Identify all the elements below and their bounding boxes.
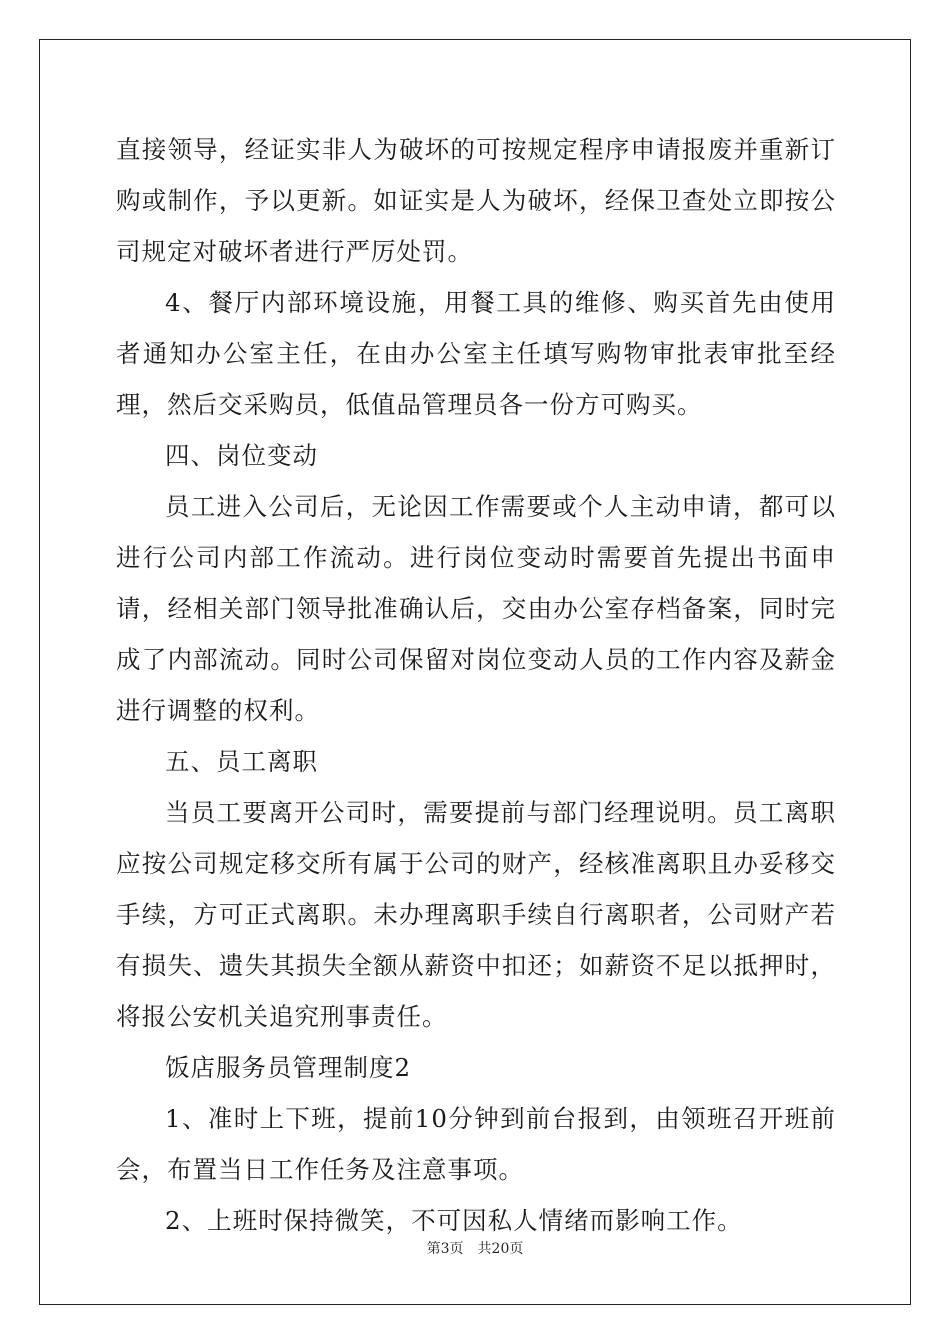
page-total: 共20页 bbox=[477, 1241, 524, 1257]
paragraph-6: 2、上班时保持微笑，不可因私人情绪而影响工作。 bbox=[165, 1206, 743, 1235]
page-footer bbox=[0, 1238, 950, 1258]
paragraph-3: 员工进入公司后，无论因工作需要或个人主动申请，都可以进行公司内部工作流动。进行岗位变动时需要首先提出书面申请，经相关部门领导批准确认后，交由办公室存档备案，同时完成了内部流动。同时公司保留对岗位变动人员的工作内容及薪金进行调整的权利。 bbox=[116, 492, 836, 725]
paragraph-1: 直接领导，经证实非人为破坏的可按规定程序申请报废并重新订购或制作，予以更新。如证实是人为破坏，经保卫查处立即按公司规定对破坏者进行严厉处罚。 bbox=[116, 135, 836, 266]
section-heading-4: 四、岗位变动 bbox=[165, 441, 318, 470]
document-body bbox=[116, 124, 836, 1246]
document-subtitle: 饭店服务员管理制度2 bbox=[165, 1053, 412, 1082]
paragraph-2: 4、餐厅内部环境设施，用餐工具的维修、购买首先由使用者通知办公室主任，在由办公室主任填写购物审批表审批至经理，然后交采购员，低值品管理员各一份方可购买。 bbox=[116, 288, 836, 419]
page-number: 第3页 bbox=[426, 1241, 464, 1257]
section-heading-5: 五、员工离职 bbox=[165, 747, 318, 776]
paragraph-4: 当员工要离开公司时，需要提前与部门经理说明。员工离职应按公司规定移交所有属于公司的财产，经核准离职且办妥移交手续，方可正式离职。未办理离职手续自行离职者，公司财产若有损失、遗失其损失全额从薪资中扣还；如薪资不足以抵押时，将报公安机关追究刑事责任。 bbox=[116, 798, 836, 1031]
paragraph-5: 1、准时上下班，提前10分钟到前台报到，由领班召开班前会，布置当日工作任务及注意事项。 bbox=[116, 1104, 836, 1184]
